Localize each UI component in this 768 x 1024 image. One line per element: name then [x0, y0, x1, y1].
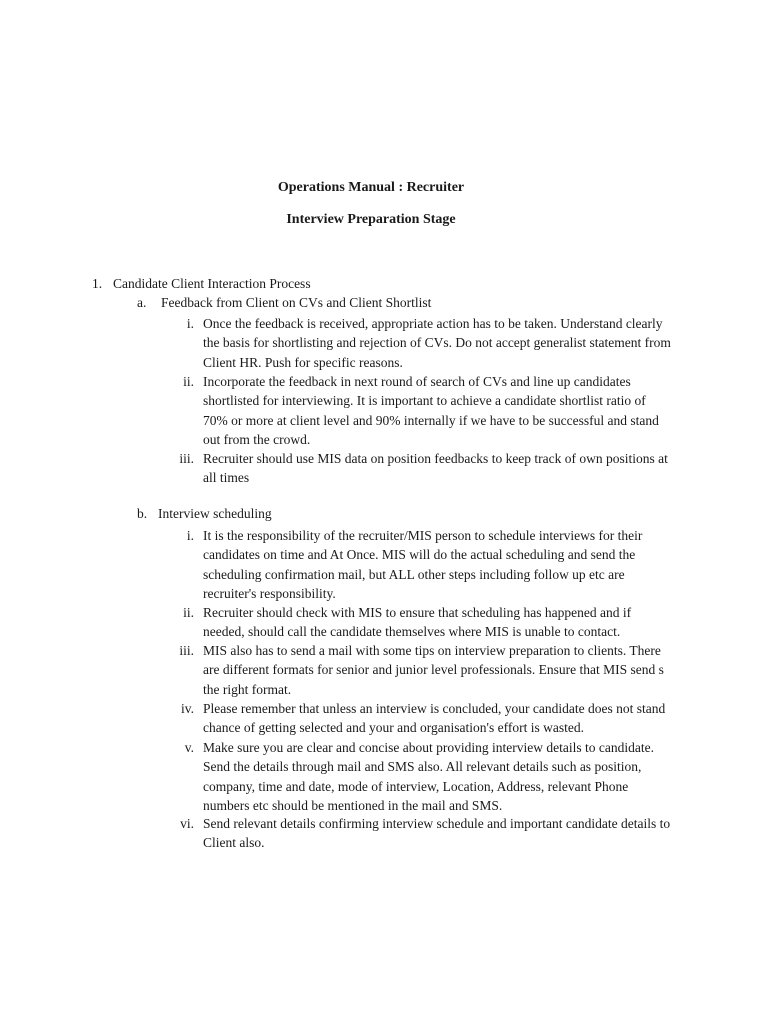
list-item-text: Make sure you are clear and concise about providing interview details to candidate. Send the details through mail and SMS also. All relevant details such as position, company, time and date, mode of interview, Location, Address, relevant Phone numbers etc should be mentioned in the mail and SMS. [203, 740, 654, 813]
list-item-number: i. [186, 528, 194, 543]
document-subtitle: Interview Preparation Stage [286, 212, 456, 227]
list-item-text: Incorporate the feedback in next round of search of CVs and line up candidates shortlisted for interviewing. It is important to achieve a candidate shortlist ratio of 70% or more at client level and 90% internally if we have to be successful and stand out from the crowd. [203, 374, 659, 447]
list-item-number: iii. [179, 451, 194, 466]
subsection-a-heading-text: Feedback from Client on CVs and Client Shortlist [161, 295, 432, 310]
section-number: 1. [92, 276, 103, 291]
subsection-b-letter: b. [137, 506, 148, 521]
subsection-b-heading-text: Interview scheduling [158, 506, 272, 521]
list-item-number: vi. [180, 816, 194, 831]
list-item-number: i. [186, 316, 194, 331]
document-title: Operations Manual : Recruiter [277, 180, 465, 195]
list-item-text: Recruiter should check with MIS to ensure that scheduling has happened and if needed, should call the candidate themselves where MIS is unable to contact. [203, 605, 632, 640]
subsection-a-heading [137, 295, 431, 311]
list-item-number: ii. [183, 374, 194, 389]
list-item-number: iii. [179, 643, 194, 658]
list-item-text: Once the feedback is received, appropriate action has to be taken. Understand clearly the basis for shortlisting and rejection of CVs. Do not accept generalist statement from Client HR. Push for specific reasons. [203, 316, 671, 370]
list-item-number: ii. [183, 605, 194, 620]
list-item-text: Recruiter should use MIS data on position feedbacks to keep track of own positions at all times [203, 451, 668, 486]
list-item-number: iv. [181, 701, 194, 716]
list-item-text: Send relevant details confirming interview schedule and important candidate details to Client also. [203, 816, 671, 851]
section-heading-text: Candidate Client Interaction Process [113, 276, 311, 291]
list-item-number: v. [184, 740, 194, 755]
subsection-b-heading [137, 506, 272, 522]
list-item-text: Please remember that unless an interview is concluded, your candidate does not stand chance of getting selected and your and organisation's effort is wasted. [203, 701, 666, 736]
list-item-text: It is the responsibility of the recruiter/MIS person to schedule interviews for their candidates on time and At Once. MIS will do the actual scheduling and send the scheduling confirmation mail, but ALL other steps including follow up etc are recruiter's responsibility. [203, 528, 643, 601]
list-item-text: MIS also has to send a mail with some tips on interview preparation to clients. There are different formats for senior and junior level professionals. Ensure that MIS send s the right format. [203, 643, 664, 697]
subsection-a-letter: a. [137, 295, 147, 310]
section-heading [92, 276, 311, 292]
